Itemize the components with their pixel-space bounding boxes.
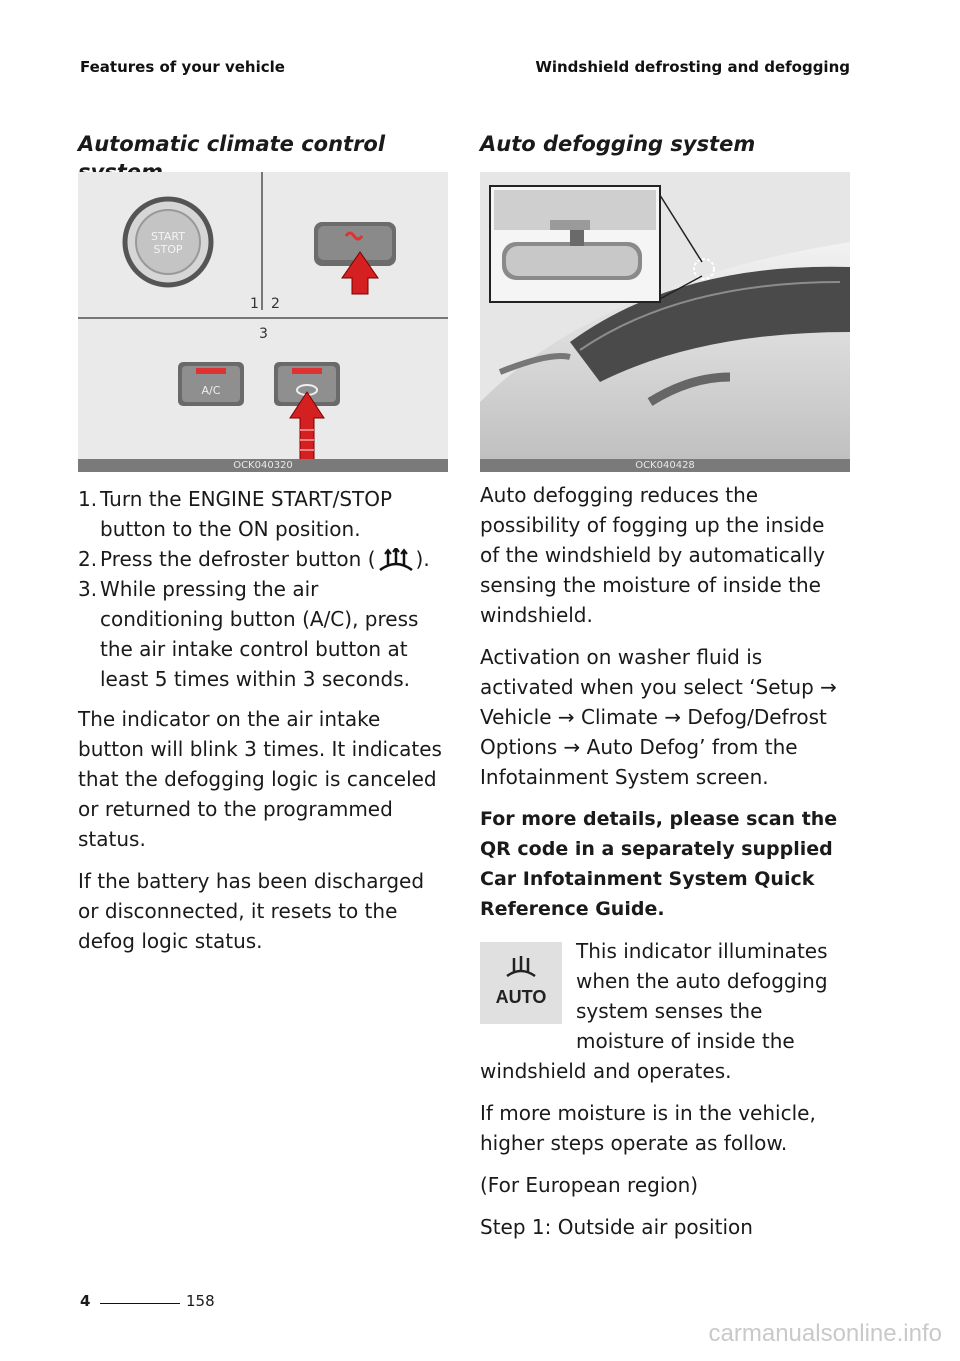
footer-section-number: 4: [80, 1292, 91, 1310]
svg-text:3: 3: [259, 326, 268, 342]
auto-defog-figure: [480, 172, 850, 472]
step-number: 3.: [78, 577, 98, 601]
paragraph-battery: If the battery has been discharged or disconnected, it resets to the defog logic status.: [78, 869, 425, 953]
paragraph-step1: Step 1: Outside air position: [480, 1215, 753, 1239]
svg-text:STOP: STOP: [153, 243, 183, 256]
watermark: carmanualsonline.info: [708, 1320, 942, 1347]
step-number: 1.: [78, 487, 98, 511]
paragraph-indicator-blink: The indicator on the air intake button will blink 3 times. It indicates that the defogging logic is canceled or returned to the programmed status.: [78, 707, 442, 851]
step-text-after: ).: [415, 547, 430, 571]
paragraph-qr-note: For more details, please scan the QR code in a separately supplied Car Infotainment System Quick Reference Guide.: [480, 808, 838, 920]
climate-control-figure: [78, 172, 448, 472]
step-text: Turn the ENGINE START/STOP button to the ON position.: [100, 487, 393, 541]
auto-label: AUTO: [495, 987, 547, 1007]
step-text-before: Press the defroster button (: [100, 547, 376, 571]
footer-page-number: 158: [186, 1292, 215, 1310]
steps-list: [78, 484, 448, 694]
header-section-title: Features of your vehicle: [80, 58, 285, 76]
list-item: [78, 484, 448, 544]
svg-text:1: 1: [250, 296, 259, 312]
figure-code: OCK040320: [78, 459, 448, 472]
right-column: [480, 130, 850, 1254]
paragraph-indicator: This indicator illuminates when the auto defogging system senses the moisture of inside the windshield and operates.: [480, 939, 828, 1083]
svg-text:2: 2: [271, 296, 280, 312]
svg-text:A/C: A/C: [201, 384, 221, 397]
figure-code: OCK040428: [480, 459, 850, 472]
windshield-illustration: [480, 172, 850, 472]
paragraph-region: (For European region): [480, 1173, 699, 1197]
header-chapter-title: Windshield defrosting and defogging: [535, 58, 850, 76]
left-column: [78, 130, 448, 968]
list-item: [78, 574, 448, 694]
section-title-auto-defog: Auto defogging system: [480, 132, 756, 156]
paragraph-moisture-steps: If more moisture is in the vehicle, higher steps operate as follow.: [480, 1101, 816, 1155]
auto-defog-indicator-icon: [480, 942, 562, 1024]
step-text: While pressing the air conditioning button (A/C), press the air intake control button at least 5 times within 3 seconds.: [100, 577, 419, 691]
climate-buttons-illustration: [78, 172, 448, 472]
paragraph-activation: Activation on washer fluid is activated when you select ‘Setup → Vehicle → Climate → Defog/Defrost Options → Auto Defog’ from the Infotainment System screen.: [480, 645, 837, 789]
footer-divider: [100, 1303, 180, 1304]
paragraph-auto-defog-intro: Auto defogging reduces the possibility of fogging up the inside of the windshield by automatically sensing the moisture of inside the windshield.: [480, 483, 825, 627]
svg-text:START: START: [151, 230, 185, 243]
step-number: 2.: [78, 547, 98, 571]
defroster-icon: [376, 548, 416, 574]
list-item: [78, 544, 448, 574]
indicator-block: [480, 936, 850, 1086]
section-title-climate: Automatic climate control: [78, 132, 386, 156]
